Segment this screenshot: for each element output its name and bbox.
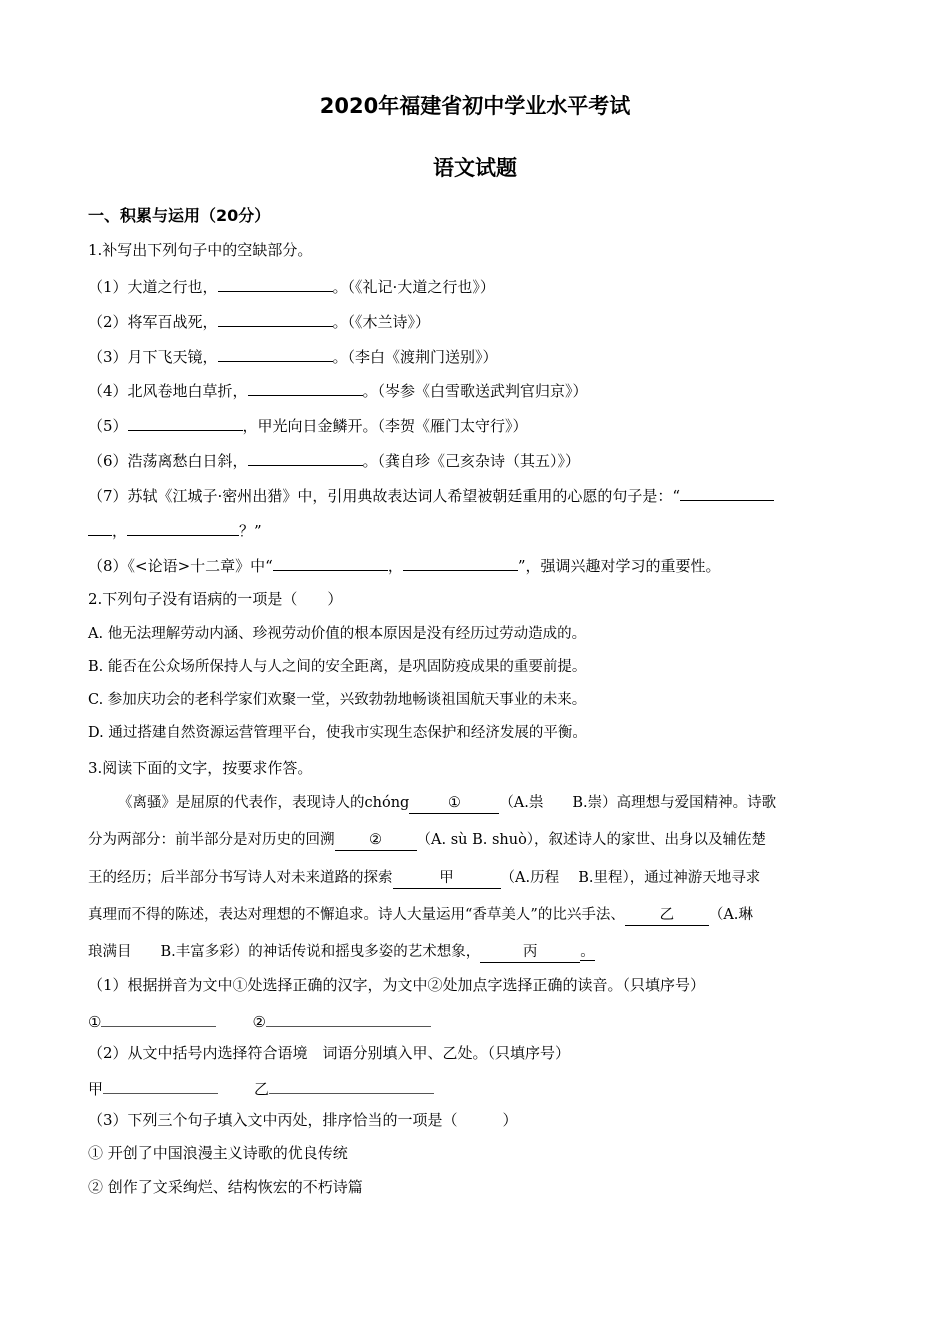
answer-blank[interactable] — [248, 449, 363, 466]
q1-item8: （8）《<论语>十二章》中“ ， ”，强调兴趣对学习的重要性。 — [88, 554, 721, 576]
q1-item7: （7）苏轼《江城子·密州出猎》中，引用典故表达词人希望被朝廷重用的心愿的句子是：“ — [88, 484, 774, 506]
sentence-2: ② 创作了文采绚烂、结构恢宏的不朽诗篇 — [88, 1178, 363, 1196]
passage-line: 琅满目 B.丰富多彩）的神话传说和摇曳多姿的艺术想象， 丙 。 — [88, 942, 595, 963]
answer-blank[interactable] — [273, 554, 388, 571]
passage-blank: ① — [409, 793, 499, 814]
answer-blank[interactable] — [680, 484, 774, 501]
sentence-1: ① 开创了中国浪漫主义诗歌的优良传统 — [88, 1144, 348, 1162]
answer-blank[interactable] — [103, 1077, 218, 1094]
answer-blank[interactable] — [248, 379, 363, 396]
q1-item: （5） ，甲光向日金鳞开。（李贺《雁门太守行》） — [88, 414, 528, 436]
answer-blank[interactable] — [218, 310, 333, 327]
answer-blank[interactable] — [128, 414, 243, 431]
q3-sub2-answers: 甲 乙 — [88, 1077, 434, 1099]
passage-line: 分为两部分：前半部分是对历史的回溯 ② （A. sù B. shuò），叙述诗人的家世、出身以及辅佐楚 — [88, 830, 766, 851]
q2-option-a: A. 他无法理解劳动内涵、珍视劳动价值的根本原因是没有经历过劳动造成的。 — [88, 626, 587, 642]
passage-line: 《离骚》是屈原的代表作，表现诗人的chóng ① （A.祟 B.崇）高理想与爱国精神。诗歌 — [118, 793, 776, 814]
q1-item7-cont: ， ？” — [88, 519, 262, 541]
q3-stem: 3.阅读下面的文字，按要求作答。 — [88, 759, 313, 777]
answer-blank[interactable] — [218, 345, 333, 362]
q1-item: （3）月下飞天镜， 。（李白《渡荆门送别》） — [88, 345, 498, 367]
answer-blank[interactable] — [269, 1077, 434, 1094]
q2-option-d: D. 通过搭建自然资源运营管理平台，使我市实现生态保护和经济发展的平衡。 — [88, 725, 587, 741]
answer-blank[interactable] — [127, 519, 239, 536]
q3-sub2: （2）从文中括号内选择符合语境 词语分别填入甲、乙处。（只填序号） — [88, 1044, 571, 1062]
q2-option-c: C. 参加庆功会的老科学家们欢聚一堂，兴致勃勃地畅谈祖国航天事业的未来。 — [88, 692, 587, 708]
passage-line: 真理而不得的陈述，表达对理想的不懈追求。诗人大量运用“香草美人”的比兴手法、 乙 （A.琳 — [88, 905, 753, 926]
passage-blank: 甲 — [393, 868, 501, 889]
q1-item: （6）浩荡离愁白日斜， 。（龚自珍《己亥杂诗（其五）》） — [88, 449, 580, 471]
section-heading: 一、积累与运用（20分） — [88, 206, 271, 225]
q2-stem: 2.下列句子没有语病的一项是（ ） — [88, 590, 343, 608]
answer-blank[interactable] — [403, 554, 518, 571]
q3-sub3: （3）下列三个句子填入文中丙处，排序恰当的一项是（ ） — [88, 1111, 518, 1129]
q3-sub1-answers: ① ② — [88, 1010, 431, 1032]
q2-option-b: B. 能否在公众场所保持人与人之间的安全距离，是巩固防疫成果的重要前提。 — [88, 659, 587, 675]
exam-title: 2020年福建省初中学业水平考试 — [319, 94, 631, 118]
q1-stem: 1.补写出下列句子中的空缺部分。 — [88, 241, 313, 259]
q1-item: （1）大道之行也， 。（《礼记·大道之行也》） — [88, 275, 495, 297]
answer-blank[interactable] — [266, 1010, 431, 1027]
answer-blank[interactable] — [101, 1010, 216, 1027]
passage-blank: 丙 — [480, 942, 580, 963]
passage-line: 王的经历；后半部分书写诗人对未来道路的探索 甲 （A.历程 B.里程），通过神游天地寻求 — [88, 868, 760, 889]
q1-item: （2）将军百战死， 。（《木兰诗》） — [88, 310, 430, 332]
answer-blank[interactable] — [218, 275, 333, 292]
exam-subtitle: 语文试题 — [433, 156, 517, 180]
q3-sub1: （1）根据拼音为文中①处选择正确的汉字，为文中②处加点字选择正确的读音。（只填序号） — [88, 976, 706, 994]
q1-item: （4）北风卷地白草折， 。（岑参《白雪歌送武判官归京》） — [88, 379, 588, 401]
passage-blank: 乙 — [625, 905, 709, 926]
answer-blank[interactable] — [88, 519, 112, 536]
passage-blank: ② — [335, 830, 417, 851]
